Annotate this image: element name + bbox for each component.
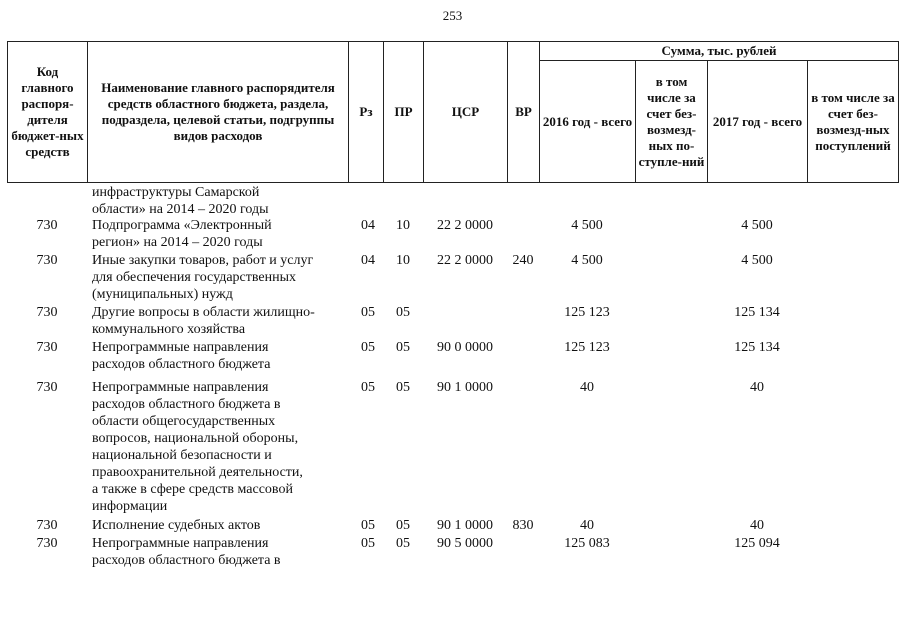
row-pr: 05: [396, 340, 410, 355]
row-code: 730: [36, 253, 58, 268]
row-pr: 10: [396, 253, 410, 268]
row-rz: 05: [361, 340, 375, 355]
row-csr: 90 5 0000: [437, 536, 493, 551]
header-2017-total: 2017 год - всего: [708, 61, 808, 183]
header-code: Код главного распоря-дителя бюджет-ных средств: [8, 42, 88, 183]
row-csr: 22 2 0000: [437, 253, 493, 268]
row-2016-total: 40: [580, 380, 594, 395]
header-vr: ВР: [508, 42, 540, 183]
row-pr: 05: [396, 305, 410, 320]
row-pr: 05: [396, 536, 410, 551]
header-sum-group: Сумма, тыс. рублей: [540, 42, 899, 61]
header-name: Наименование главного распорядителя средств областного бюджета, раздела, подраздела, целевой статьи, подгруппы видов расходов: [88, 42, 349, 183]
row-vr: 830: [512, 518, 534, 533]
row-code: 730: [36, 380, 58, 395]
row-rz: 05: [361, 536, 375, 551]
row-code: 730: [36, 340, 58, 355]
row-code: 730: [36, 536, 58, 551]
row-csr: 90 0 0000: [437, 340, 493, 355]
row-code: 730: [36, 518, 58, 533]
header-csr: ЦСР: [424, 42, 508, 183]
row-rz: 05: [361, 518, 375, 533]
row-2017-total: 125 094: [734, 536, 780, 551]
header-2017-grants: в том числе за счет без-возмезд-ных поступлений: [808, 61, 899, 183]
row-2017-total: 4 500: [741, 218, 773, 233]
row-name: Иные закупки товаров, работ и услуг для обеспечения государственных (муниципальных) нужд: [92, 253, 314, 302]
row-name: Непрограммные направления расходов областного бюджета в: [92, 536, 281, 568]
row-rz: 04: [361, 218, 375, 233]
row-csr: 90 1 0000: [437, 380, 493, 395]
row-2017-total: 4 500: [741, 253, 773, 268]
header-rz: Рз: [349, 42, 384, 183]
header-pr: ПР: [384, 42, 424, 183]
header-2016-total: 2016 год - всего: [540, 61, 636, 183]
row-csr: 90 1 0000: [437, 518, 493, 533]
table-header: [7, 41, 899, 183]
row-rz: 04: [361, 253, 375, 268]
row-name: Другие вопросы в области жилищно- коммунального хозяйства: [92, 305, 315, 337]
page-number: 253: [442, 8, 463, 23]
row-pr: 05: [396, 518, 410, 533]
row-vr: 240: [512, 253, 534, 268]
row-2017-total: 40: [750, 380, 764, 395]
row-2016-total: 125 123: [564, 305, 610, 320]
row-2016-total: 40: [580, 518, 594, 533]
row-2016-total: 4 500: [571, 218, 603, 233]
row-csr: 22 2 0000: [437, 218, 493, 233]
row-2016-total: 4 500: [571, 253, 603, 268]
row-name: Непрограммные направления расходов областного бюджета в области общегосударственных вопросов, национальной обороны, национальной безопасности и правоохранительной деятельности, а также в сфере средств массовой информации: [92, 380, 303, 514]
row-2017-total: 125 134: [734, 340, 780, 355]
header-2016-grants: в том числе за счет без-возмезд-ных по-ступле-ний: [636, 61, 708, 183]
row-name: Исполнение судебных актов: [92, 518, 261, 533]
row-name: Подпрограмма «Электронный регион» на 2014 – 2020 годы: [92, 218, 272, 250]
row-rz: 05: [361, 305, 375, 320]
row-2017-total: 40: [750, 518, 764, 533]
row-pr: 10: [396, 218, 410, 233]
row-2016-total: 125 123: [564, 340, 610, 355]
row-name: Непрограммные направления расходов областного бюджета: [92, 340, 271, 372]
row-rz: 05: [361, 380, 375, 395]
row-name: инфраструктуры Самарской области» на 2014 – 2020 годы: [92, 185, 269, 217]
row-code: 730: [36, 305, 58, 320]
row-code: 730: [36, 218, 58, 233]
row-pr: 05: [396, 380, 410, 395]
row-2017-total: 125 134: [734, 305, 780, 320]
row-2016-total: 125 083: [564, 536, 610, 551]
